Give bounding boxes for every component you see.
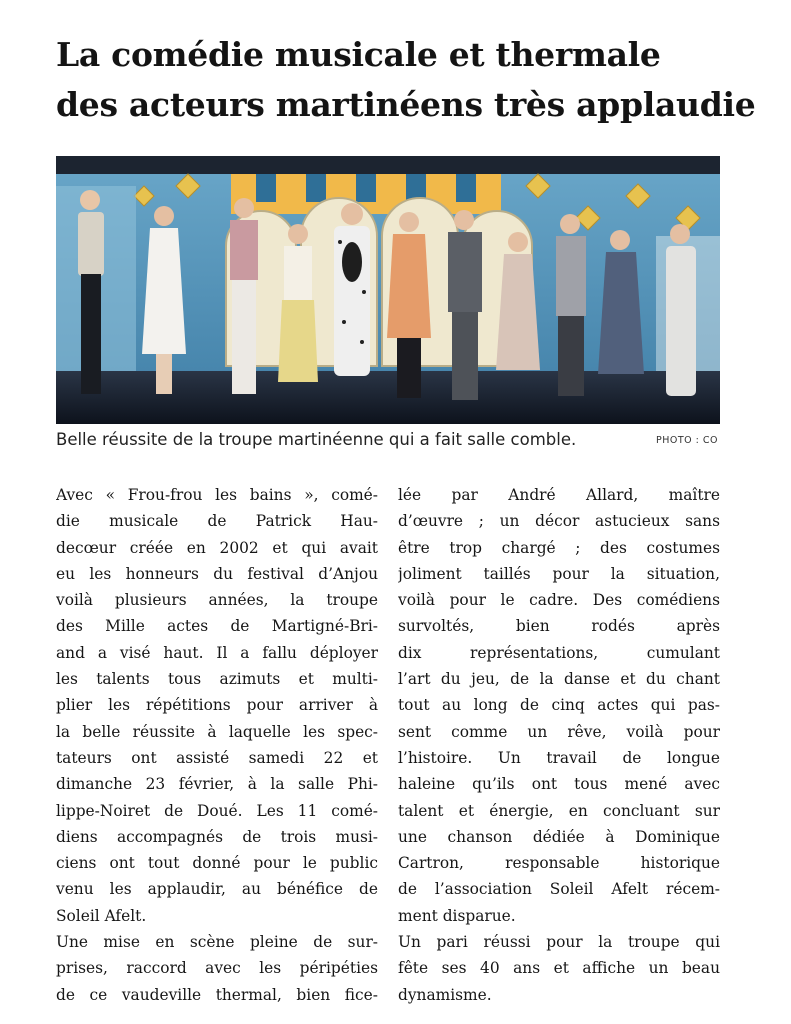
text-line: lée par André Allard, maître bbox=[398, 486, 720, 504]
text-line: diens accompagnés de trois musi- bbox=[56, 827, 378, 846]
article-column-right bbox=[398, 482, 720, 1008]
text-line: sent comme un rêve, voilà pour bbox=[398, 722, 720, 741]
text-line: tout au long de cinq actes qui pas- bbox=[398, 696, 720, 715]
text-line: les talents tous azimuts et multi- bbox=[56, 670, 378, 689]
text-line: tateurs ont assisté samedi 22 et bbox=[56, 748, 378, 767]
text-line: Une mise en scène pleine de sur- bbox=[56, 933, 378, 952]
text-line: de ce vaudeville thermal, bien fice- bbox=[56, 985, 378, 1004]
text-line: talent et énergie, en concluant sur bbox=[398, 801, 720, 820]
text-line: une chanson dédiée à Dominique bbox=[398, 827, 720, 846]
stage-photo bbox=[56, 156, 720, 424]
text-line: haleine qu’ils ont tous mené avec bbox=[398, 775, 720, 794]
stage-photo-illustration bbox=[56, 156, 720, 424]
caption-text: Belle réussite de la troupe martinéenne qui a fait salle comble. bbox=[56, 430, 577, 449]
text-line: and a visé haut. Il a fallu déployer bbox=[56, 643, 378, 662]
text-line: Avec « Frou-frou les bains », comé- bbox=[56, 486, 378, 504]
text-line: joliment taillés pour la situation, bbox=[398, 564, 720, 583]
text-line: fête ses 40 ans et affiche un beau bbox=[398, 959, 720, 978]
text-line: plier les répétitions pour arriver à bbox=[56, 696, 378, 715]
photo-credit: PHOTO : CO bbox=[656, 435, 718, 446]
text-line: d’œuvre ; un décor astucieux sans bbox=[398, 512, 720, 531]
text-line: Cartron, responsable historique bbox=[398, 854, 720, 873]
headline-line-1: La comédie musicale et thermale bbox=[56, 35, 661, 74]
text-line: lippe-Noiret de Doué. Les 11 comé- bbox=[56, 801, 378, 820]
text-line: dynamisme. bbox=[398, 985, 492, 1004]
text-line: être trop chargé ; des costumes bbox=[398, 538, 720, 557]
text-line: ciens ont tout donné pour le public bbox=[56, 854, 378, 873]
text-line: voilà plusieurs années, la troupe bbox=[56, 591, 378, 610]
text-line: dimanche 23 février, à la salle Phi- bbox=[56, 775, 378, 794]
text-line: des Mille actes de Martigné-Bri- bbox=[56, 617, 378, 636]
text-line: Soleil Afelt. bbox=[56, 906, 147, 925]
text-line: l’histoire. Un travail de longue bbox=[398, 748, 720, 767]
text-line: l’art du jeu, de la danse et du chant bbox=[398, 670, 720, 689]
text-line: decœur créée en 2002 et qui avait bbox=[56, 538, 378, 557]
text-line: prises, raccord avec les péripéties bbox=[56, 959, 378, 978]
headline-line-2: des acteurs martinéens très applaudie bbox=[56, 85, 756, 124]
text-line: Un pari réussi pour la troupe qui bbox=[398, 933, 720, 952]
article-headline bbox=[56, 30, 756, 130]
photo-caption bbox=[56, 428, 720, 456]
text-line: survoltés, bien rodés après bbox=[398, 617, 720, 636]
text-line: dix représentations, cumulant bbox=[398, 643, 720, 662]
text-line: voilà pour le cadre. Des comédiens bbox=[398, 591, 720, 610]
text-line: la belle réussite à laquelle les spec- bbox=[56, 722, 378, 741]
article-column-left bbox=[56, 482, 378, 1008]
text-line: ment disparue. bbox=[398, 906, 516, 925]
text-line: venu les applaudir, au bénéfice de bbox=[56, 880, 378, 899]
text-line: die musicale de Patrick Hau- bbox=[56, 512, 378, 531]
text-line: de l’association Soleil Afelt récem- bbox=[398, 880, 720, 899]
text-line: eu les honneurs du festival d’Anjou bbox=[56, 564, 378, 583]
